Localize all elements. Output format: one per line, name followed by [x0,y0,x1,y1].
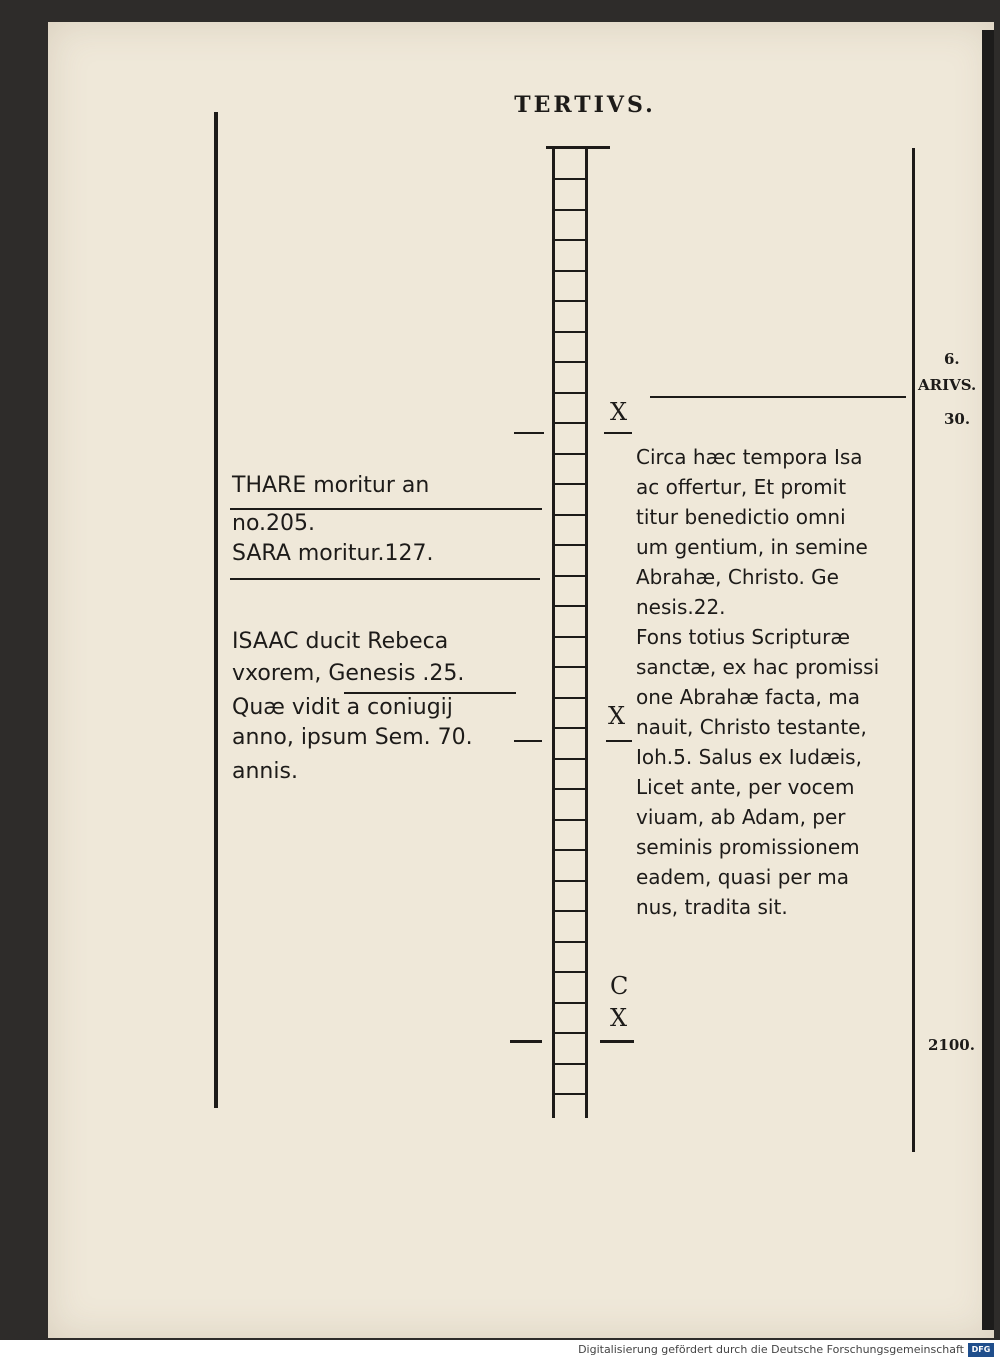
text-line: sanctæ, ex hac promissi [636,655,880,679]
rule-bottom-left [510,1040,542,1043]
ladder-rung [552,514,588,516]
text-line: Fons totius Scripturæ [636,625,850,649]
ladder-rung [552,1063,588,1065]
ladder-rung [552,331,588,333]
ladder-rung [552,239,588,241]
page-header: TERTIVS. [514,92,656,118]
entry-thare-1: THARE moritur an [232,473,430,498]
text-line: ac offertur, Et promit [636,475,847,499]
ladder-rung [552,453,588,455]
ladder-rung [552,361,588,363]
entry-isaac-2: vxorem, Genesis .25. [232,661,465,686]
marker-x-bottom: X [610,1004,628,1032]
ladder-rung [552,727,588,729]
text-line: viuam, ab Adam, per [636,805,846,829]
ladder-rung [552,483,588,485]
text-line: Ioh.5. Salus ex Iudæis, [636,745,862,769]
ladder-rung [552,788,588,790]
dfg-logo: DFG [968,1343,994,1357]
ladder-rung [552,880,588,882]
ladder-rung [552,209,588,211]
entry-isaac-1: ISAAC ducit Rebeca [232,629,449,654]
top-rule-tick-right [604,432,632,434]
page-edge [982,30,994,1330]
entry-isaac-3: Quæ vidit a coniugij [232,695,453,720]
ladder-rung [552,849,588,851]
top-rule-right [650,396,906,398]
text-line: Licet ante, per vocem [636,775,855,799]
ladder-top-cap [546,146,610,149]
footer-credit: Digitalisierung gefördert durch die Deutsche Forschungsgemeinschaft [578,1343,964,1356]
ladder-rung [552,697,588,699]
entry-isaac-5: annis. [232,759,298,784]
text-line: nesis.22. [636,595,726,619]
margin-note-30: 30. [944,410,971,428]
ladder-rung [552,666,588,668]
footer-bar [0,1340,1000,1362]
timeline-ladder [552,146,588,1118]
text-line: titur benedictio omni [636,505,846,529]
ladder-rung [552,544,588,546]
ladder-rung [552,910,588,912]
text-line: one Abrahæ facta, ma [636,685,860,709]
ladder-rung [552,1093,588,1095]
dash-isaac [514,740,542,742]
ladder-rung [552,941,588,943]
text-line: seminis promissionem [636,835,860,859]
ladder-rung [552,819,588,821]
ladder-rung [552,971,588,973]
entry-isaac-4: anno, ipsum Sem. 70. [232,725,473,750]
entry-sara: SARA moritur.127. [232,541,434,566]
text-line: eadem, quasi per ma [636,865,850,889]
ladder-rung [552,758,588,760]
text-line: Abrahæ, Christo. Ge [636,565,839,589]
marker-x-top: X [610,398,628,426]
rule-x-middle [606,740,632,742]
ladder-rung [552,636,588,638]
margin-note-6: 6. [944,350,960,368]
left-vertical-rule [214,112,218,1108]
ladder-rung [552,575,588,577]
ladder-rung [552,1032,588,1034]
ladder-rung [552,605,588,607]
margin-note-2100: 2100. [928,1036,975,1054]
rule-sara [230,578,540,580]
text-line: nus, tradita sit. [636,895,788,919]
right-column-text [636,442,936,922]
ladder-rung [552,300,588,302]
top-rule-tick-left [514,432,544,434]
ladder-rung [552,1002,588,1004]
text-line: nauit, Christo testante, [636,715,867,739]
margin-note-arivs: ARIVS. [918,376,977,394]
ladder-rung [552,422,588,424]
entry-thare-2: no.205. [232,511,315,536]
ladder-rung [552,392,588,394]
marker-c-bottom: C [610,972,629,1000]
text-line: um gentium, in semine [636,535,868,559]
ladder-rung [552,178,588,180]
marker-x-middle: X [608,702,626,730]
ladder-rung [552,270,588,272]
text-line: Circa hæc tempora Isa [636,445,863,469]
rule-bottom-right [600,1040,634,1043]
